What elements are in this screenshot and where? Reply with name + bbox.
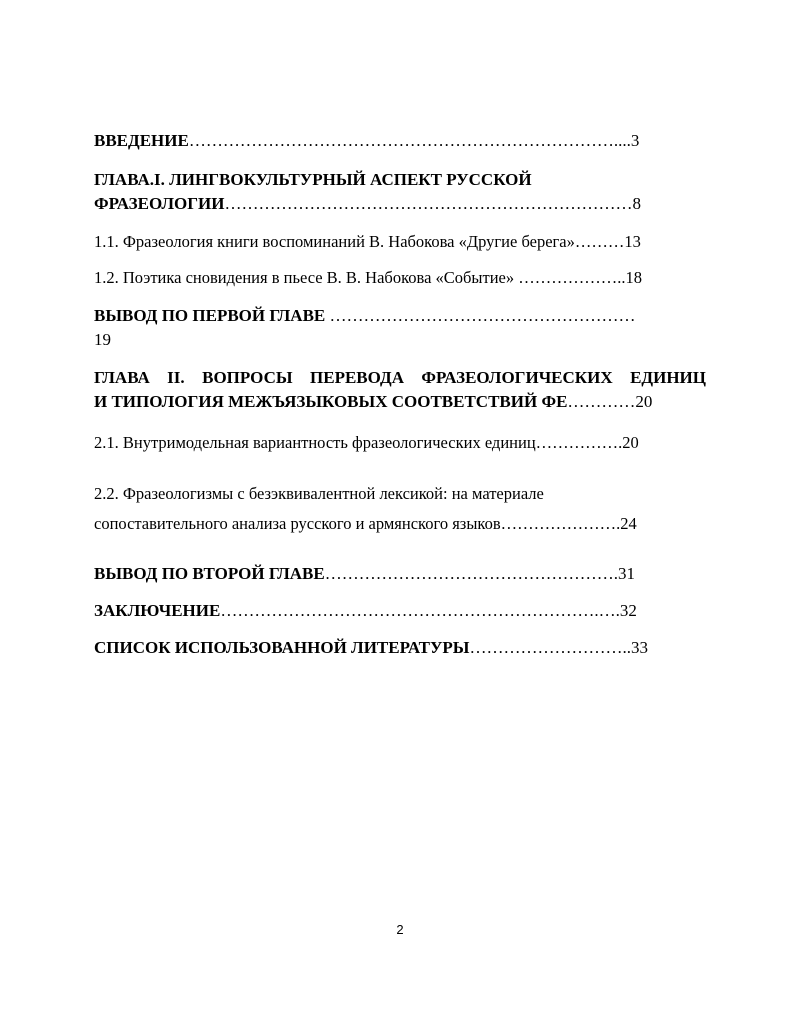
- toc-leader-dots: ………………………………………………………………: [224, 194, 633, 213]
- toc-leader-dots: ………………………………………………………….…: [220, 601, 616, 620]
- toc-leader-dots: ………………………………………………: [325, 306, 636, 325]
- toc-entry-title: СПИСОК ИСПОЛЬЗОВАННОЙ ЛИТЕРАТУРЫ: [94, 638, 470, 657]
- toc-entry-chapter1-line2: [94, 192, 706, 216]
- toc-entry-title: ВЫВОД ПО ПЕРВОЙ ГЛАВЕ: [94, 306, 326, 325]
- toc-page-number: 13: [624, 232, 641, 251]
- toc-entry-section-2-1: [94, 431, 706, 455]
- toc-leader-dots: …………: [567, 392, 636, 411]
- toc-leader-dots: …………………………………………………………………....: [188, 131, 631, 150]
- toc-page-number: .31: [613, 564, 635, 583]
- toc-leader-dots: ……………………………………………: [324, 564, 614, 583]
- toc-entry-title: ГЛАВА.I. ЛИНГВОКУЛЬТУРНЫЙ АСПЕКТ РУССКОЙ: [94, 170, 532, 189]
- toc-entry-final-conclusion: [94, 599, 706, 623]
- toc-entry-title: 1.2. Поэтика сновидения в пьесе В. В. Набокова «Событие»: [94, 268, 519, 287]
- toc-entry-title: 1.1. Фразеология книги воспоминаний В. Набокова «Другие берега»: [94, 232, 575, 251]
- toc-entry-title: 2.1. Внутримодельная вариантность фразеологических единиц: [94, 433, 536, 452]
- toc-entry-section-2-2-line2: [94, 512, 706, 536]
- toc-entry-section-2-2-line1: [94, 482, 706, 506]
- toc-entry-title: ФРАЗЕОЛОГИИ: [94, 194, 225, 213]
- toc-entry-chapter2-line1: [94, 366, 706, 390]
- page-footer-number: 2: [396, 922, 404, 937]
- toc-page-number: .32: [615, 601, 637, 620]
- toc-entry-title: 2.2. Фразеологизмы с безэквивалентной лексикой: на материале: [94, 484, 544, 503]
- toc-leader-dots: …………….: [535, 433, 623, 452]
- toc-page-number: 24: [620, 514, 637, 533]
- toc-entry-title: ВЫВОД ПО ВТОРОЙ ГЛАВЕ: [94, 564, 325, 583]
- toc-page-number: 33: [631, 638, 648, 657]
- toc-page-number: 3: [630, 131, 640, 150]
- toc-leader-dots: ………: [574, 232, 625, 251]
- toc-leader-dots: ………………………..: [469, 638, 631, 657]
- toc-leader-dots: ……………….: [518, 268, 622, 287]
- toc-page-number: 20: [635, 392, 653, 411]
- toc-entry-title: сопоставительного анализа русского и армянского языков: [94, 514, 501, 533]
- toc-page-number: 19: [94, 330, 111, 349]
- toc-entry-title: ГЛАВА II. ВОПРОСЫ ПЕРЕВОДА ФРАЗЕОЛОГИЧЕСКИХ ЕДИНИЦ: [94, 368, 706, 387]
- toc-leader-dots: ………………….: [500, 514, 621, 533]
- toc-entry-bibliography: [94, 636, 706, 660]
- toc-page-number: .18: [621, 268, 642, 287]
- toc-page-number: 20: [622, 433, 639, 452]
- toc-entry-title: ЗАКЛЮЧЕНИЕ: [94, 601, 221, 620]
- toc-entry-conclusion-ch2: [94, 562, 706, 586]
- toc-entry-conclusion-ch1: [94, 304, 706, 328]
- toc-entry-title: ВВЕДЕНИЕ: [94, 131, 189, 150]
- toc-entry-section-1-2: [94, 266, 706, 290]
- toc-entry-conclusion-ch1-page: [94, 328, 706, 352]
- toc-entry-chapter1-line1: [94, 168, 706, 192]
- toc-entry-section-1-1: [94, 230, 706, 254]
- toc-entry-chapter2-line2: [94, 390, 706, 414]
- toc-page-number: 8: [632, 194, 642, 213]
- toc-entry-intro: [94, 129, 706, 153]
- toc-entry-title: И ТИПОЛОГИЯ МЕЖЪЯЗЫКОВЫХ СООТВЕТСТВИЙ ФЕ: [94, 392, 568, 411]
